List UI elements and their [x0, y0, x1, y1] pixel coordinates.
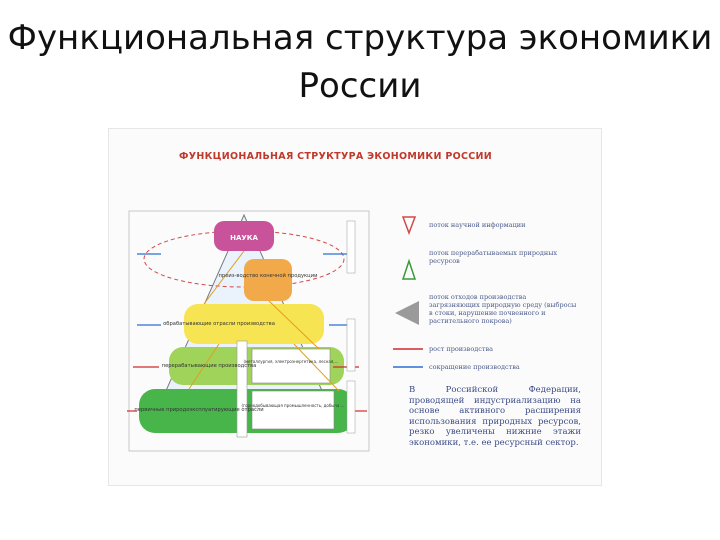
legend-resource-flow: поток перерабатываемых природных ресурсов	[429, 249, 558, 265]
legend-waste-flow: поток отходов производства загрязняющих природную среду (выбросы в стоки, нарушение почвенного и растительного покрова)	[429, 293, 577, 325]
credit-caption	[583, 369, 593, 479]
gray-left-arrow-icon	[395, 301, 419, 325]
label-nauka: НАУКА	[230, 234, 258, 242]
figure-title: ФУНКЦИОНАЛЬНАЯ СТРУКТУРА ЭКОНОМИКИ РОССИИ	[179, 151, 493, 162]
pyramid-level-label: первичные природоэксплуатирующие отрасли	[134, 407, 264, 413]
figure-note: В Российской Федерации, проводящей индустриализацию на основе активного расширения использования природных ресурсов, резко увеличены нижние этажи экономики, т.е. ее ресурсный сектор.	[409, 385, 581, 448]
side-label-box	[347, 221, 355, 273]
legend-science-info: поток научной информации	[429, 221, 526, 229]
legend-decline: сокращение производства	[429, 363, 520, 371]
side-label-box	[347, 319, 355, 371]
level-final-production	[244, 259, 292, 301]
diagram-figure	[108, 128, 602, 486]
red-down-arrow-icon	[403, 217, 415, 233]
center-box-label: (металлургия, электроэнергетика, лесная,…	[243, 359, 339, 364]
green-up-arrow-icon	[403, 261, 415, 279]
slide-title: Функциональная структура экономики России	[7, 18, 713, 106]
center-box-label: (горнодобывающая промышленность, добыча …	[241, 403, 345, 408]
center-box-1	[252, 349, 330, 383]
legend-growth: рост производства	[429, 345, 494, 353]
pyramid-level-label: преиз-водство конечной продукции	[218, 273, 318, 279]
pyramid-level-label: перерабатывающие производства	[161, 363, 257, 369]
center-box-2	[252, 391, 334, 429]
pyramid-level-label: обрабатывающие отрасли производства	[163, 321, 275, 327]
center-bar	[237, 341, 247, 437]
side-label-box	[347, 381, 355, 433]
